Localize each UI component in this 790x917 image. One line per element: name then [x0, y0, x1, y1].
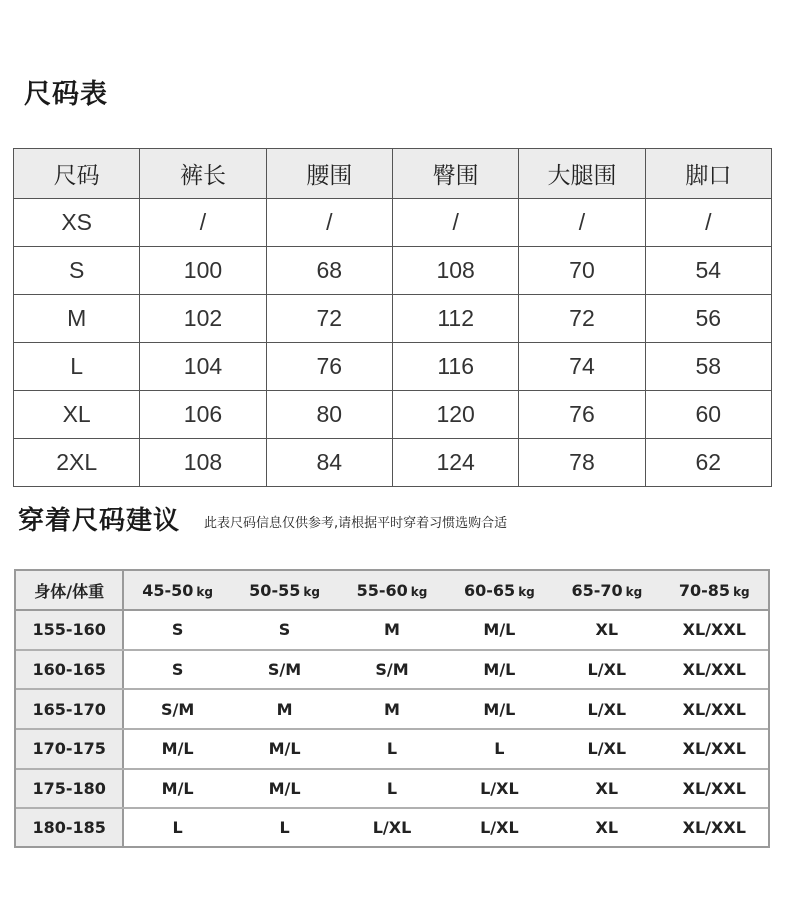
size-label-cell: S: [14, 247, 140, 295]
header-length: 裤长: [140, 149, 266, 199]
measurement-cell: 104: [140, 343, 266, 391]
weight-range: 50-55: [249, 580, 301, 600]
recommendation-row: [16, 769, 768, 809]
recommendation-row: [16, 808, 768, 846]
measurement-cell: 102: [140, 295, 266, 343]
recommended-size-cell: XL/XXL: [661, 689, 768, 729]
recommendation-header-row: [16, 571, 768, 610]
size-chart-row: [14, 199, 772, 247]
recommended-size-cell: L: [338, 729, 445, 769]
recommended-size-cell: M/L: [446, 689, 553, 729]
measurement-cell: 76: [266, 343, 392, 391]
header-thigh: 大腿围: [519, 149, 645, 199]
header-hip: 臀围: [392, 149, 518, 199]
size-label-cell: 2XL: [14, 439, 140, 487]
weight-range: 45-50: [142, 580, 194, 600]
recommendation-title: 穿着尺码建议: [18, 506, 181, 536]
measurement-cell: 76: [519, 391, 645, 439]
measurement-cell: 68: [266, 247, 392, 295]
measurement-cell: 78: [519, 439, 645, 487]
size-chart-table: [13, 148, 772, 487]
measurement-cell: 112: [392, 295, 518, 343]
recommended-size-cell: M/L: [446, 650, 553, 690]
size-label-cell: M: [14, 295, 140, 343]
measurement-cell: 72: [519, 295, 645, 343]
weight-unit: kg: [196, 584, 213, 599]
recommended-size-cell: L/XL: [553, 729, 660, 769]
measurement-cell: /: [392, 199, 518, 247]
recommended-size-cell: L/XL: [553, 689, 660, 729]
recommended-size-cell: M: [338, 689, 445, 729]
weight-range: 70-85: [678, 580, 731, 600]
size-label-cell: XL: [14, 391, 140, 439]
recommendation-table-frame: [14, 569, 770, 848]
measurement-cell: /: [519, 199, 645, 247]
corner-header: 身体/体重: [16, 571, 123, 610]
recommended-size-cell: S/M: [231, 650, 338, 690]
recommended-size-cell: M: [338, 610, 445, 650]
recommended-size-cell: XL: [595, 818, 619, 838]
measurement-cell: 80: [266, 391, 392, 439]
recommended-size-cell: XL: [553, 610, 660, 650]
measurement-cell: 70: [519, 247, 645, 295]
recommended-size-cell: XL/XXL: [661, 650, 768, 690]
recommended-size-cell: S: [123, 650, 230, 690]
measurement-cell: 74: [519, 343, 645, 391]
weight-header: [446, 571, 553, 610]
recommended-size-cell: M: [231, 689, 338, 729]
recommended-size-cell: S: [123, 610, 230, 650]
weight-unit: kg: [625, 584, 643, 599]
recommended-size-cell: S/M: [123, 689, 230, 729]
recommended-size-cell: XL/XXL: [682, 818, 746, 838]
size-chart-header-row: [14, 149, 772, 199]
size-chart-row: [14, 439, 772, 487]
recommended-size-cell: M/L: [446, 610, 553, 650]
height-range-cell: 165-170: [16, 689, 123, 729]
measurement-cell: 100: [140, 247, 266, 295]
size-chart-row: [14, 391, 772, 439]
weight-range: 65-70: [571, 580, 623, 600]
measurement-cell: /: [266, 199, 392, 247]
weight-unit: kg: [303, 584, 320, 599]
size-chart-row: [14, 343, 772, 391]
recommended-size-cell: L/XL: [553, 650, 660, 690]
weight-unit: kg: [410, 584, 428, 599]
recommendation-table: [16, 571, 768, 846]
recommended-size-cell: L/XL: [480, 818, 519, 838]
recommended-size-cell: L: [172, 818, 183, 838]
recommended-size-cell: L: [279, 818, 290, 838]
height-range-cell: 160-165: [16, 650, 123, 690]
height-range-cell: 155-160: [16, 610, 123, 650]
measurement-cell: 108: [392, 247, 518, 295]
weight-range: 55-60: [356, 580, 408, 600]
measurement-cell: 108: [140, 439, 266, 487]
measurement-cell: 62: [645, 439, 771, 487]
weight-header: [661, 571, 768, 610]
measurement-cell: 72: [266, 295, 392, 343]
recommendation-row: [16, 650, 768, 690]
size-chart-row: [14, 295, 772, 343]
recommended-size-cell: L/XL: [446, 769, 553, 809]
weight-header: [231, 571, 338, 610]
measurement-cell: 106: [140, 391, 266, 439]
recommended-size-cell: M/L: [123, 769, 230, 809]
weight-header: [553, 571, 660, 610]
recommendation-note: 此表尺码信息仅供参考,请根据平时穿着习惯选购合适: [204, 516, 508, 531]
header-size: 尺码: [14, 149, 140, 199]
measurement-cell: 60: [645, 391, 771, 439]
measurement-cell: 54: [645, 247, 771, 295]
header-leg-opening: 脚口: [645, 149, 771, 199]
recommended-size-cell: XL/XXL: [661, 610, 768, 650]
measurement-cell: 120: [392, 391, 518, 439]
recommendation-row: [16, 610, 768, 650]
weight-range: 60-65: [464, 580, 516, 600]
recommended-size-cell: M/L: [231, 729, 338, 769]
measurement-cell: 84: [266, 439, 392, 487]
weight-unit: kg: [733, 584, 750, 599]
size-label-cell: XS: [14, 199, 140, 247]
recommended-size-cell: L/XL: [372, 818, 412, 838]
recommendation-row: [16, 689, 768, 729]
recommended-size-cell: M/L: [123, 729, 230, 769]
measurement-cell: 56: [645, 295, 771, 343]
weight-header: [123, 571, 230, 610]
size-label-cell: L: [14, 343, 140, 391]
recommended-size-cell: XL/XXL: [661, 769, 768, 809]
height-range-cell: 175-180: [16, 769, 123, 809]
weight-header: [338, 571, 445, 610]
header-waist: 腰围: [266, 149, 392, 199]
height-range-cell: 170-175: [16, 729, 123, 769]
recommended-size-cell: XL: [553, 769, 660, 809]
measurement-cell: 124: [392, 439, 518, 487]
weight-unit: kg: [518, 584, 535, 599]
measurement-cell: 116: [392, 343, 518, 391]
height-range-cell: 180-185: [16, 808, 123, 846]
size-chart-title: 尺码表: [24, 79, 108, 110]
recommended-size-cell: M/L: [231, 769, 338, 809]
recommended-size-cell: XL/XXL: [661, 729, 768, 769]
measurement-cell: 58: [645, 343, 771, 391]
measurement-cell: /: [140, 199, 266, 247]
recommended-size-cell: S: [231, 610, 338, 650]
recommendation-row: [16, 729, 768, 769]
size-chart-row: [14, 247, 772, 295]
recommended-size-cell: S/M: [338, 650, 445, 690]
recommended-size-cell: L: [338, 769, 445, 809]
recommended-size-cell: L: [446, 729, 553, 769]
measurement-cell: /: [645, 199, 771, 247]
